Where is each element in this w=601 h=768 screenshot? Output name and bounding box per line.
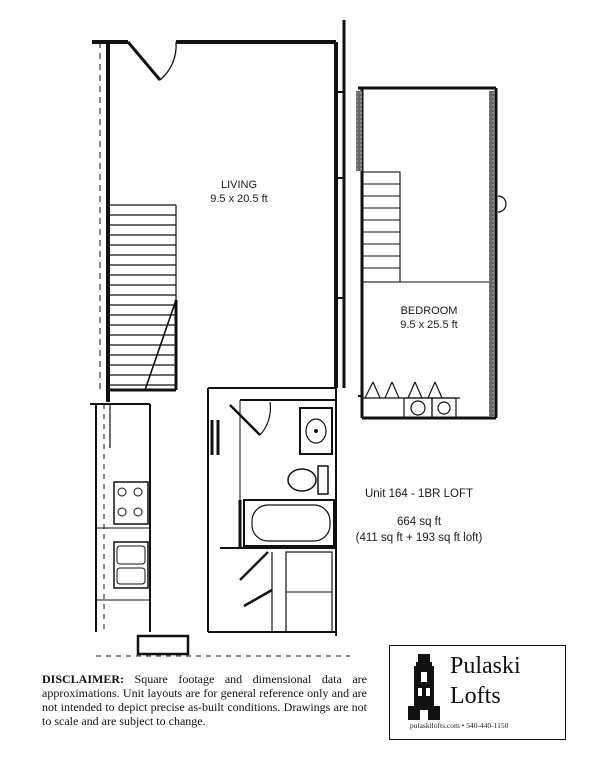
logo-line1: Pulaski <box>450 653 521 679</box>
logo-line2: Lofts <box>450 683 501 709</box>
bedroom-label <box>374 304 484 332</box>
logo-website: pulaskilofts.com <box>410 721 460 730</box>
bedroom-closets <box>362 382 460 418</box>
building-tower-icon <box>404 652 444 722</box>
disclaimer <box>42 672 367 728</box>
kitchen <box>90 404 188 654</box>
bedroom-room-size: 9.5 x 25.5 ft <box>400 319 458 331</box>
living-room-name: LIVING <box>220 179 258 191</box>
unit-info <box>344 486 494 502</box>
logo-separator: • <box>461 721 467 730</box>
living-label <box>184 178 294 206</box>
bathroom-door <box>230 402 270 435</box>
stairs <box>108 205 176 390</box>
utility-closet <box>208 548 336 632</box>
living-room-size: 9.5 x 20.5 ft <box>210 193 268 205</box>
bathtub <box>240 500 334 548</box>
pulaski-lofts-logo <box>389 645 566 740</box>
entry-door <box>128 42 176 80</box>
bedroom-room-name: BEDROOM <box>400 305 458 317</box>
toilet <box>288 466 328 494</box>
bedroom-walls <box>358 88 496 418</box>
unit-sqft-total: 664 sq ft <box>396 516 442 528</box>
disclaimer-label: DISCLAIMER: <box>42 672 125 686</box>
unit-title: Unit 164 - 1BR LOFT <box>364 488 473 500</box>
bedroom-door-mark <box>498 196 506 212</box>
unit-sqft-breakdown: (411 sq ft + 193 sq ft loft) <box>355 532 483 544</box>
loft-stairs <box>362 172 400 282</box>
disclaimer-text: Square footage and dimensional data are approximations. Unit layouts are for general reference only and are not intended to depict precise as-built conditions. Drawings are not to scale and are subject to change. <box>42 672 367 728</box>
logo-phone: 540-440-1150 <box>466 721 509 730</box>
unit-sqft <box>344 514 494 546</box>
bedroom-wall-hatching <box>356 91 495 417</box>
bathroom-sink <box>300 408 332 454</box>
logo-footer <box>410 721 560 730</box>
